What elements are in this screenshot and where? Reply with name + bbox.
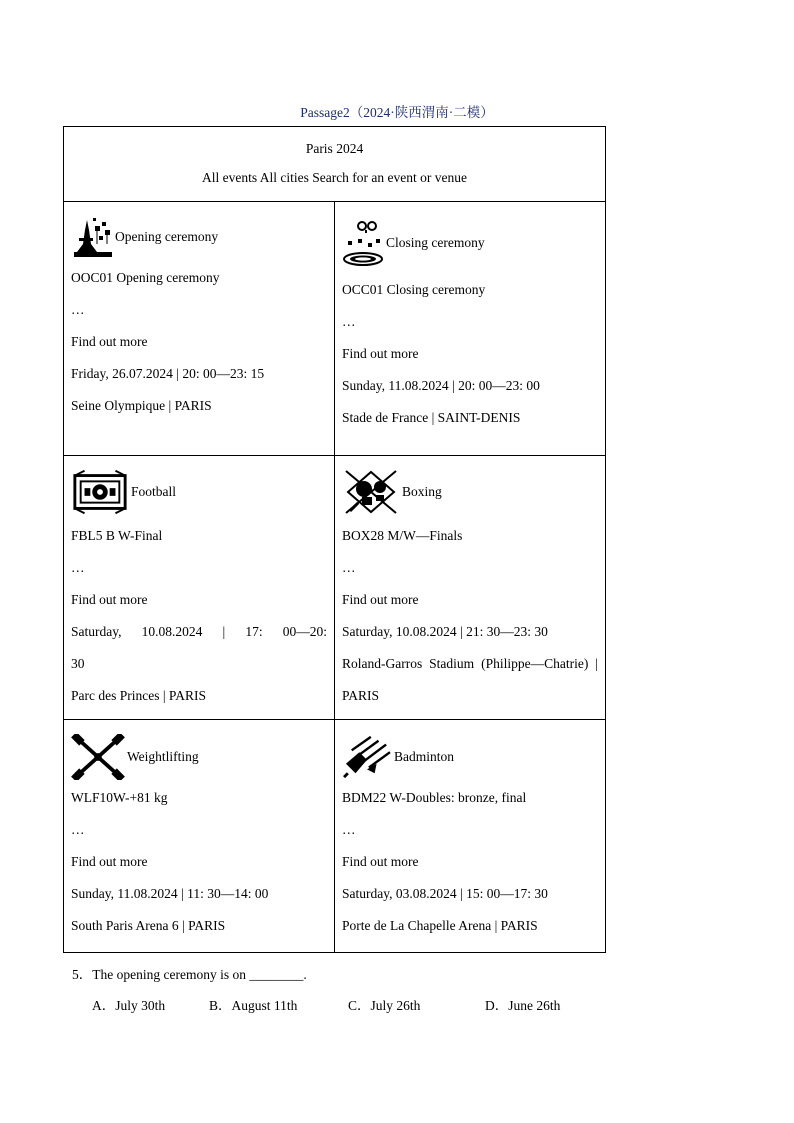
ellipsis: … [342, 560, 356, 575]
answer-options [92, 994, 612, 1014]
event-datetime: Saturday, 03.08.2024 | 15: 00—17: 30 [342, 886, 548, 901]
football-icon [71, 469, 129, 515]
site-title: Paris 2024 [305, 141, 364, 156]
event-datetime: Saturday, 10.08.2024 | 17: 00—20: [71, 624, 327, 639]
question-text: 5．The opening ceremony is on ________. [72, 967, 307, 982]
events-table [63, 126, 606, 953]
event-datetime: Saturday, 10.08.2024 | 21: 30—23: 30 [342, 624, 548, 639]
event-code: OCC01 Closing ceremony [342, 282, 486, 297]
find-out-more-link[interactable]: Find out more [342, 854, 419, 869]
event-card-badminton [335, 720, 606, 953]
find-out-more-link[interactable]: Find out more [342, 592, 419, 607]
event-code: OOC01 Opening ceremony [71, 270, 220, 285]
event-card-football [64, 456, 335, 720]
ellipsis: … [71, 560, 85, 575]
event-code: BDM22 W-Doubles: bronze, final [342, 790, 527, 805]
event-datetime: Sunday, 11.08.2024 | 11: 30—14: 00 [71, 886, 269, 901]
ellipsis: … [342, 822, 356, 837]
header-cell [64, 127, 606, 202]
boxing-icon [342, 467, 400, 517]
event-name: Opening ceremony [115, 229, 219, 244]
event-venue: Roland-Garros Stadium (Philippe—Chatrie) | [342, 656, 598, 671]
event-name: Closing ceremony [386, 235, 485, 250]
event-code: FBL5 B W-Final [71, 528, 163, 543]
event-name: Football [131, 484, 177, 499]
event-code: WLF10W-+81 kg [71, 790, 168, 805]
option-b[interactable]: B．August 11th [209, 998, 298, 1013]
ellipsis: … [342, 314, 356, 329]
event-datetime: Sunday, 11.08.2024 | 20: 00—23: 00 [342, 378, 540, 393]
find-out-more-link[interactable]: Find out more [71, 854, 148, 869]
event-code: BOX28 M/W—Finals [342, 528, 463, 543]
find-out-more-link[interactable]: Find out more [342, 346, 419, 361]
event-card-weightlifting [64, 720, 335, 953]
option-a[interactable]: A．July 30th [92, 998, 166, 1013]
event-venue: South Paris Arena 6 | PARIS [71, 918, 226, 933]
option-c[interactable]: C．July 26th [348, 998, 421, 1013]
passage-title: Passage2（2024·陕西渭南·二模） [300, 105, 494, 120]
ellipsis: … [71, 822, 85, 837]
event-venue: Stade de France | SAINT-DENIS [342, 410, 521, 425]
event-name: Boxing [402, 484, 442, 499]
badminton-icon [342, 735, 392, 779]
find-out-more-link[interactable]: Find out more [71, 592, 148, 607]
event-card-opening [64, 202, 335, 456]
event-venue: Porte de La Chapelle Arena | PARIS [342, 918, 538, 933]
opening-ceremony-icon [71, 216, 113, 258]
event-name: Weightlifting [127, 749, 199, 764]
event-datetime-continued: 30 [71, 656, 85, 671]
event-venue-continued: PARIS [342, 688, 380, 703]
search-nav[interactable]: All events All cities Search for an event or venue [201, 170, 468, 185]
ellipsis: … [71, 302, 85, 317]
event-datetime: Friday, 26.07.2024 | 20: 00—23: 15 [71, 366, 265, 381]
weightlifting-icon [71, 734, 125, 780]
closing-ceremony-icon [342, 219, 384, 267]
event-card-closing [335, 202, 606, 456]
event-venue: Seine Olympique | PARIS [71, 398, 212, 413]
event-venue: Parc des Princes | PARIS [71, 688, 206, 703]
event-card-boxing [335, 456, 606, 720]
option-d[interactable]: D．June 26th [485, 998, 561, 1013]
find-out-more-link[interactable]: Find out more [71, 334, 148, 349]
event-name: Badminton [394, 749, 454, 764]
